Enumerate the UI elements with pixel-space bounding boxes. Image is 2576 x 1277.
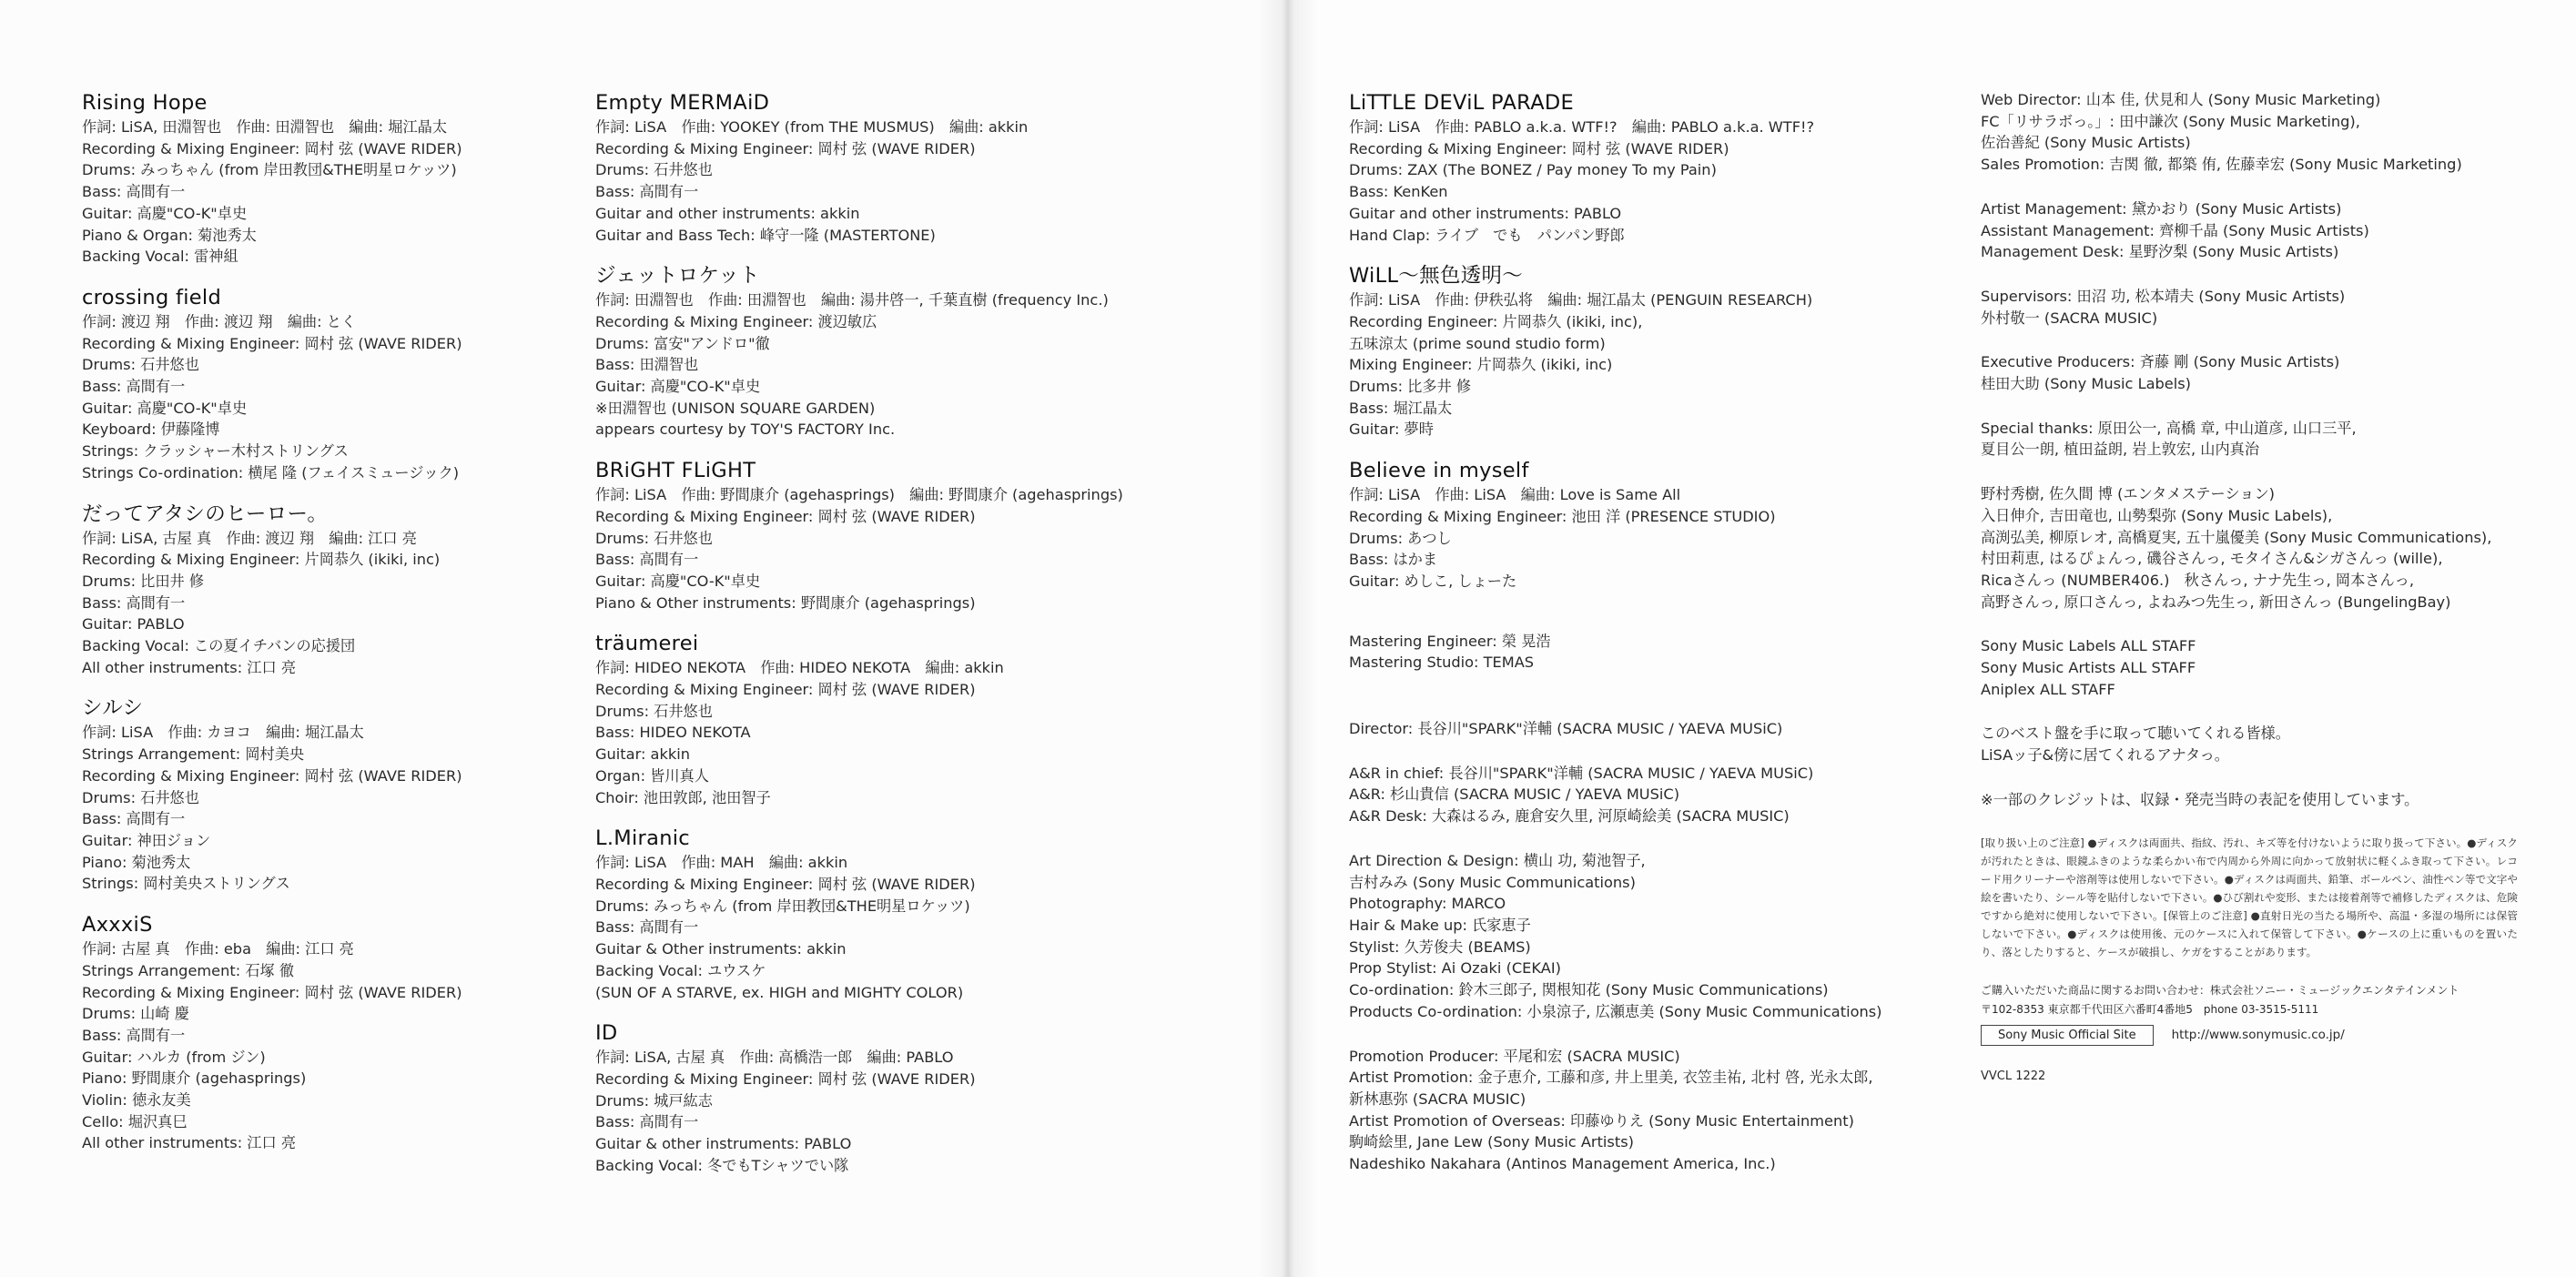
- credit-line: Recording & Mixing Engineer: 岡村 弦 (WAVE RIDER): [82, 139, 462, 157]
- contact-line: ご購入いただいた商品に関するお問い合わせ：株式会社ソニー・ミュージックエンタテインメント: [1981, 983, 2459, 997]
- credit-line: Drums: 石井悠也: [595, 529, 713, 547]
- credit-line: Guitar & Other instruments: akkin: [595, 940, 847, 958]
- staff-line: 新林惠弥 (SACRA MUSIC): [1349, 1090, 1526, 1108]
- track-credit: [595, 262, 1114, 441]
- credit-line: Bass: 高間有一: [595, 1113, 699, 1131]
- track-credit: [595, 89, 1114, 246]
- credit-line: Recording & Mixing Engineer: 岡村 弦 (WAVE RIDER): [595, 1069, 976, 1088]
- track-title: ID: [595, 1021, 618, 1046]
- credit-line: 作詞: LiSA 作曲: YOOKEY (from THE MUSMUS) 編曲: akkin: [595, 118, 1029, 136]
- credit-line: Guitar: akkin: [595, 745, 690, 764]
- booklet-gutter: [1258, 0, 1318, 1277]
- staff-line: 外村敬一 (SACRA MUSIC): [1981, 309, 2158, 327]
- track-credit: [595, 630, 1114, 808]
- credit-line: 作詞: 田淵智也 作曲: 田淵智也 編曲: 湯井啓一, 千葉直樹 (frequency Inc.): [595, 291, 1109, 309]
- official-site-button[interactable]: Sony Music Official Site: [1981, 1025, 2154, 1046]
- staff-line: 高渕弘美, 柳原レオ, 高橋夏実, 五十嵐優美 (Sony Music Communications),: [1981, 528, 2492, 546]
- staff-line: Sales Promotion: 吉関 徹, 都築 侑, 佐藤幸宏 (Sony Music Marketing): [1981, 156, 2462, 174]
- credit-line: ※田淵智也 (UNISON SQUARE GARDEN): [595, 399, 876, 417]
- credit-line: Cello: 堀沢真巳: [82, 1112, 188, 1130]
- credit-line: 作詞: LiSA, 田淵智也 作曲: 田淵智也 編曲: 堀江晶太: [82, 118, 448, 136]
- credit-line: Recording & Mixing Engineer: 池田 洋 (PRESENCE STUDIO): [1349, 507, 1776, 525]
- staff-line: Sony Music Artists ALL STAFF: [1981, 659, 2196, 677]
- track-title: L.Miranic: [595, 826, 690, 851]
- staff-line: A&R in chief: 長谷川"SPARK"洋輔 (SACRA MUSIC / YAEVA MUSiC): [1349, 764, 1814, 782]
- track-title: Empty MERMAiD: [595, 91, 770, 115]
- credit-line: Guitar: めしこ, しょーた: [1349, 572, 1517, 590]
- credit-line: Recording & Mixing Engineer: 岡村 弦 (WAVE RIDER): [1349, 139, 1729, 157]
- credit-line: Guitar and other instruments: akkin: [595, 204, 860, 222]
- credit-line: Backing Vocal: ユウスケ: [595, 961, 766, 979]
- track-title: Believe in myself: [1349, 459, 1529, 483]
- track-credit: [1349, 457, 1950, 593]
- staff-line: Executive Producers: 斉藤 剛 (Sony Music Artists): [1981, 353, 2340, 371]
- credit-line: 作詞: LiSA, 古屋 真 作曲: 高橋浩一郎 編曲: PABLO: [595, 1049, 954, 1067]
- credit-line: Bass: 高間有一: [82, 378, 186, 396]
- staff-line: Management Desk: 星野汐梨 (Sony Music Artists): [1981, 243, 2339, 261]
- credit-line: Drums: みっちゃん (from 岸田教団&THE明星ロケッツ): [595, 897, 970, 915]
- staff-block: [1349, 631, 1950, 674]
- staff-column: [1981, 89, 2545, 1083]
- staff-line: Nadeshiko Nakahara (Antinos Management America, Inc.): [1349, 1155, 1776, 1173]
- staff-line: Artist Management: 黛かおり (Sony Music Artists): [1981, 199, 2342, 218]
- credit-line: Guitar: 高慶"CO-K"卓史: [82, 399, 248, 417]
- credit-line: 作詞: LiSA 作曲: 野間康介 (agehasprings) 編曲: 野間康介 (agehasprings): [595, 486, 1123, 504]
- credit-line: Drums: 富安"アンドロ"徹: [595, 334, 770, 352]
- credits-column-3: [1349, 89, 1950, 1198]
- credit-line: 作詞: LiSA 作曲: MAH 編曲: akkin: [595, 854, 848, 872]
- credit-line: 作詞: LiSA 作曲: LiSA 編曲: Love is Same All: [1349, 486, 1681, 504]
- track-credit: [1349, 262, 1950, 441]
- track-title: WiLL～無色透明～: [1349, 264, 1524, 289]
- credit-line: 作詞: LiSA 作曲: 伊秩弘将 編曲: 堀江晶太 (PENGUIN RESEARCH): [1349, 291, 1813, 309]
- credit-line: Recording & Mixing Engineer: 岡村 弦 (WAVE RIDER): [595, 875, 976, 893]
- staff-line: Hair & Make up: 氏家恵子: [1349, 916, 1531, 934]
- credit-line: Backing Vocal: 雷神組: [82, 248, 238, 266]
- credit-line: Guitar: ハルカ (from ジン): [82, 1048, 266, 1066]
- credit-line: Strings: クラッシャー木村ストリングス: [82, 442, 349, 461]
- credit-line: Strings Arrangement: 岡村美央: [82, 745, 305, 764]
- credit-line: Bass: 高間有一: [595, 183, 699, 201]
- staff-block: [1981, 286, 2545, 329]
- staff-line: Ricaさんっ (NUMBER406.) 秋さんっ, ナナ先生っ, 岡本さんっ,: [1981, 571, 2414, 589]
- staff-line: Sony Music Labels ALL STAFF: [1981, 637, 2196, 655]
- credit-line: Organ: 皆川真人: [595, 766, 709, 785]
- track-credit: [82, 501, 564, 679]
- staff-line: このベスト盤を手に取って聴いてくれる皆様。: [1981, 725, 2290, 743]
- credit-line: Strings Co-ordination: 横尾 隆 (フェイスミュージック): [82, 463, 460, 481]
- credit-line: 五味涼太 (prime sound studio form): [1349, 334, 1606, 352]
- credit-line: All other instruments: 江口 亮: [82, 1134, 297, 1152]
- credit-line: Recording & Mixing Engineer: 渡辺敏広: [595, 312, 877, 330]
- staff-line: Artist Promotion of Overseas: 印藤ゆりえ (Sony Music Entertainment): [1349, 1111, 1854, 1130]
- credit-line: Drums: 比田井 修: [82, 572, 205, 590]
- staff-line: Mastering Engineer: 榮 晃浩: [1349, 632, 1551, 650]
- staff-line: 駒崎絵里, Jane Lew (Sony Music Artists): [1349, 1133, 1634, 1151]
- credit-line: Drums: みっちゃん (from 岸田教団&THE明星ロケッツ): [82, 161, 457, 179]
- staff-block: [1349, 1046, 1950, 1175]
- thanks-list: [1981, 483, 2545, 613]
- credit-line: Bass: 高間有一: [595, 551, 699, 569]
- staff-line: A&R Desk: 大森はるみ, 鹿倉安久里, 河原崎絵美 (SACRA MUSIC): [1349, 807, 1790, 826]
- track-title: だってアタシのヒーロー。: [82, 502, 329, 526]
- staff-line: A&R: 杉山貴信 (SACRA MUSIC / YAEVA MUSiC): [1349, 785, 1680, 804]
- credit-line: Guitar and other instruments: PABLO: [1349, 204, 1622, 222]
- credit-line: Violin: 徳永友美: [82, 1091, 191, 1110]
- staff-line: 佐治善紀 (Sony Music Artists): [1981, 134, 2191, 152]
- credit-line: Guitar: 神田ジョン: [82, 831, 211, 849]
- staff-block: [1349, 718, 1950, 740]
- credit-line: Recording & Mixing Engineer: 岡村 弦 (WAVE RIDER): [595, 139, 976, 157]
- credit-line: Drums: 比多井 修: [1349, 378, 1472, 396]
- staff-line: 入日伸介, 吉田竜也, 山勢梨弥 (Sony Music Labels),: [1981, 506, 2333, 524]
- staff-line: Co-ordination: 鈴木三郎子, 関根知花 (Sony Music Communications): [1349, 981, 1829, 999]
- credit-line: Bass: 高間有一: [82, 810, 186, 828]
- credit-line: Guitar: 高慶"CO-K"卓史: [595, 572, 761, 590]
- credit-line: Recording & Mixing Engineer: 岡村 弦 (WAVE RIDER): [82, 334, 462, 352]
- credit-line: Bass: はかま: [1349, 551, 1438, 569]
- credits-column-2: [595, 89, 1123, 1192]
- credit-line: All other instruments: 江口 亮: [82, 658, 297, 676]
- credit-line: Drums: 山崎 慶: [82, 1005, 189, 1023]
- track-title: AxxxiS: [82, 913, 153, 937]
- credit-line: Piano & Other instruments: 野間康介 (agehasprings): [595, 593, 976, 612]
- credit-line: Drums: 城戸紘志: [595, 1091, 713, 1110]
- credit-line: Bass: HIDEO NEKOTA: [595, 724, 751, 742]
- track-credit: [82, 89, 564, 268]
- track-credit: [595, 457, 1123, 613]
- staff-block: [1981, 351, 2545, 394]
- track-credit: [595, 1019, 1114, 1176]
- credit-line: 作詞: 渡辺 翔 作曲: 渡辺 翔 編曲: とく: [82, 312, 357, 330]
- staff-line: Products Co-ordination: 小泉涼子, 広瀬恵美 (Sony Music Communications): [1349, 1002, 1882, 1020]
- address-line: 〒102-8353 東京都千代田区六番町4番地5 phone 03-3515-5111: [1981, 1002, 2319, 1016]
- official-site-row: [1981, 1025, 2545, 1046]
- catalog-number: VVCL 1222: [1981, 1069, 2046, 1083]
- credit-line: Bass: 田淵智也: [595, 356, 699, 374]
- credit-line: Drums: 石井悠也: [595, 702, 713, 720]
- credit-line: Bass: 堀江晶太: [1349, 399, 1453, 417]
- track-credit: [1349, 89, 1950, 246]
- staff-line: Special thanks: 原田公一, 高橋 章, 中山道彦, 山口三平,: [1981, 419, 2357, 437]
- credit-line: Drums: ZAX (The BONEZ / Pay money To my Pain): [1349, 161, 1717, 179]
- track-credit: [82, 911, 564, 1154]
- staff-line: Aniplex ALL STAFF: [1981, 680, 2115, 698]
- track-title: BRiGHT FLiGHT: [595, 459, 756, 483]
- credit-line: appears courtesy by TOY'S FACTORY Inc.: [595, 421, 896, 439]
- staff-line: 高野さんっ, 原口さんっ, よねみつ先生っ, 新田さんっ (BungelingBay): [1981, 593, 2451, 611]
- staff-line: 吉村みみ (Sony Music Communications): [1349, 873, 1636, 891]
- credit-line: (SUN OF A STARVE, ex. HIGH and MIGHTY COLOR): [595, 983, 964, 1001]
- credit-line: Recording & Mixing Engineer: 片岡恭久 (ikiki, inc): [82, 551, 441, 569]
- staff-line: 桂田大助 (Sony Music Labels): [1981, 375, 2191, 393]
- staff-line: Mastering Studio: TEMAS: [1349, 654, 1535, 672]
- credit-line: Backing Vocal: この夏イチバンの応援団: [82, 637, 356, 655]
- track-title: シルシ: [82, 696, 144, 721]
- track-title: crossing field: [82, 285, 222, 309]
- track-credit: [595, 825, 1114, 1003]
- credit-line: Recording & Mixing Engineer: 岡村 弦 (WAVE RIDER): [82, 766, 462, 785]
- track-title: ジェットロケット: [595, 264, 760, 289]
- staff-block: [1981, 198, 2545, 263]
- staff-line: FC「リサラボっ。」: 田中謙次 (Sony Music Marketing),: [1981, 112, 2360, 130]
- credit-line: Strings: 岡村美央ストリングス: [82, 875, 290, 893]
- credit-note: [1981, 789, 2545, 811]
- track-credit: [82, 284, 564, 484]
- staff-line: Supervisors: 田沼 功, 松本靖夫 (Sony Music Artists): [1981, 287, 2346, 305]
- credit-line: 作詞: LiSA 作曲: カヨコ 編曲: 堀江晶太: [82, 724, 364, 742]
- credit-line: 作詞: 古屋 真 作曲: eba 編曲: 江口 亮: [82, 940, 354, 958]
- credit-line: Drums: 石井悠也: [82, 788, 199, 806]
- handling-notice: [取り扱い上のご注意] ●ディスクは両面共、指紋、汚れ、キズ等を付けないように取り扱って下さい。●ディスクが汚れたときは、眼鏡ふきのような柔らかい布で内周から外周に向かって放射状に軽くふき取って下さい。レコード用クリーナーや溶剤等は使用しないで下さい。●ディスクは両面共、鉛筆、ボールペン、油性ペン等で文字や絵を書いたり、シール等を貼付しないで下さい。●ひび割れや変形、または接着剤等で補修したディスクは、危険ですから絶対に使用しないで下さい。[保管上のご注意] ●直射日光の当たる場所や、高温・多湿の場所には保管しないで下さい。●ディスクは使用後、元のケースに入れて保管して下さい。●ケースの上に重いものを置いたり、落としたりすると、ケースが破損し、ケガをすることがあります。: [1981, 836, 2518, 958]
- credit-line: Piano & Organ: 菊池秀太: [82, 226, 257, 244]
- track-title: LiTTLE DEViL PARADE: [1349, 91, 1575, 115]
- credit-line: Recording & Mixing Engineer: 岡村 弦 (WAVE RIDER): [595, 681, 976, 699]
- staff-line: 村田莉恵, はるぴょんっ, 磯谷さんっ, モタイさん&シガさんっ (wille),: [1981, 550, 2443, 568]
- all-staff: [1981, 635, 2545, 700]
- credit-line: Drums: 石井悠也: [595, 161, 713, 179]
- credit-line: Bass: 高間有一: [595, 918, 699, 937]
- credit-line: Guitar: PABLO: [82, 615, 185, 633]
- fan-message: [1981, 723, 2545, 765]
- credit-line: Bass: KenKen: [1349, 183, 1448, 201]
- staff-line: Web Director: 山本 佳, 伏見和人 (Sony Music Marketing): [1981, 91, 2381, 108]
- credit-line: Guitar and Bass Tech: 峰守一隆 (MASTERTONE): [595, 226, 936, 244]
- credit-line: 作詞: LiSA 作曲: PABLO a.k.a. WTF!? 編曲: PABLO a.k.a. WTF!?: [1349, 118, 1815, 136]
- credit-line: Bass: 高間有一: [82, 1026, 186, 1044]
- credit-line: Bass: 高間有一: [82, 593, 186, 612]
- credit-line: Recording & Mixing Engineer: 岡村 弦 (WAVE RIDER): [595, 507, 976, 525]
- credits-column-1: [82, 89, 564, 1171]
- site-url-link[interactable]: http://www.sonymusic.co.jp/: [2171, 1028, 2345, 1043]
- special-thanks: [1981, 418, 2545, 461]
- track-title: Rising Hope: [82, 91, 208, 115]
- staff-line: Assistant Management: 齊柳千晶 (Sony Music Artists): [1981, 221, 2369, 239]
- credit-line: Mixing Engineer: 片岡恭久 (ikiki, inc): [1349, 356, 1613, 374]
- staff-line: Art Direction & Design: 横山 功, 菊池智子,: [1349, 851, 1646, 869]
- credit-line: Guitar & other instruments: PABLO: [595, 1135, 852, 1153]
- track-credit: [82, 694, 564, 895]
- staff-line: Photography: MARCO: [1349, 895, 1506, 913]
- staff-line: Promotion Producer: 平尾和宏 (SACRA MUSIC): [1349, 1047, 1680, 1065]
- credit-line: 作詞: LiSA, 古屋 真 作曲: 渡辺 翔 編曲: 江口 亮: [82, 529, 417, 547]
- staff-block: [1981, 89, 2545, 176]
- credit-line: Piano: 野間康介 (agehasprings): [82, 1069, 307, 1088]
- staff-block: [1349, 763, 1950, 827]
- staff-line: Director: 長谷川"SPARK"洋輔 (SACRA MUSIC / YAEVA MUSiC): [1349, 720, 1783, 738]
- credit-line: Piano: 菊池秀太: [82, 853, 191, 871]
- staff-line: Artist Promotion: 金子恵介, 工藤和彦, 井上里美, 衣笠圭祐, 北村 啓, 光永太郎,: [1349, 1069, 1873, 1087]
- credit-line: Guitar: 高慶"CO-K"卓史: [595, 378, 761, 396]
- staff-line: 野村秀樹, 佐久間 博 (エンタメステーション): [1981, 485, 2275, 503]
- credit-line: Bass: 高間有一: [82, 183, 186, 201]
- credit-line: Hand Clap: ライブ でも パンパン野郎: [1349, 226, 1625, 244]
- staff-line: Prop Stylist: Ai Ozaki (CEKAI): [1349, 959, 1561, 978]
- staff-block: [1349, 850, 1950, 1023]
- track-title: träumerei: [595, 632, 699, 656]
- credit-line: 作詞: HIDEO NEKOTA 作曲: HIDEO NEKOTA 編曲: akkin: [595, 659, 1004, 677]
- credit-line: Recording Engineer: 片岡恭久 (ikiki, inc),: [1349, 312, 1643, 330]
- credit-line: Choir: 池田敦郎, 池田智子: [595, 788, 771, 806]
- staff-line: Stylist: 久芳俊夫 (BEAMS): [1349, 937, 1531, 956]
- credit-line: Backing Vocal: 冬でもTシャツでい隊: [595, 1156, 849, 1174]
- staff-line: 夏目公一朗, 植田益朗, 岩上敦宏, 山内真治: [1981, 441, 2260, 459]
- credit-line: Guitar: 高慶"CO-K"卓史: [82, 204, 248, 222]
- credit-line: Drums: 石井悠也: [82, 356, 199, 374]
- staff-line: LiSAッ子&傍に居てくれるアナタっ。: [1981, 746, 2229, 765]
- credit-line: Guitar: 夢時: [1349, 421, 1434, 439]
- credit-line: Keyboard: 伊藤隆博: [82, 421, 220, 439]
- staff-line: ※一部のクレジットは、収録・発売当時の表記を使用しています。: [1981, 790, 2419, 808]
- credit-line: Strings Arrangement: 石塚 徹: [82, 961, 295, 979]
- credit-line: Drums: あつし: [1349, 529, 1452, 547]
- credit-line: Recording & Mixing Engineer: 岡村 弦 (WAVE RIDER): [82, 983, 462, 1001]
